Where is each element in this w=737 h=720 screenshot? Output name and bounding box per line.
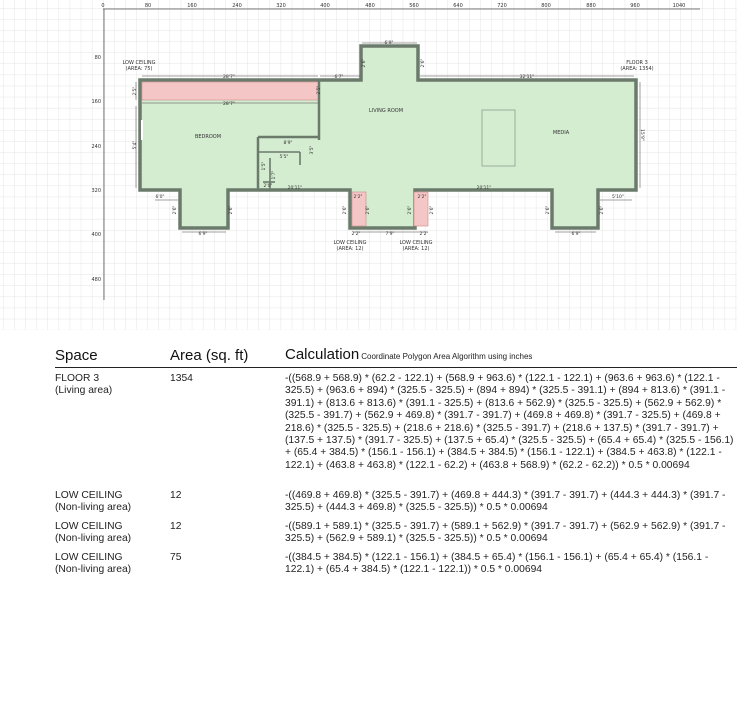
row-calculation: -((384.5 + 384.5) * (122.1 - 156.1) + (384.5 + 65.4) * (156.1 - 156.1) + (65.4 + 65.4) * (156.1 - 122.1) + (65.4 + 384.5) * (122.1 - 122.1)) * 0.5 * 0.00694 [285,552,709,576]
dim-pocket-b-top: 2'2" [417,195,427,200]
dim-pocket-side-a: 2'6" [343,205,348,215]
header-calculation-note: Coordinate Polygon Area Algorithm using inches [361,352,533,361]
dim-pocket-side-d: 2'6" [430,205,435,215]
ruler-x-tick: 880 [586,3,596,9]
ruler-y-tick: 320 [91,188,101,194]
row-area: 75 [170,552,182,563]
row-space [55,373,167,398]
row-area: 12 [170,521,182,532]
dim-top-left-span: 28'7" [223,75,235,80]
ruler-y-tick: 480 [91,277,101,283]
area-label-floor3-title: FLOOR 3 [626,60,648,66]
dim-right-side: 15'9" [639,129,644,141]
ruler-x-tick: 640 [453,3,463,9]
ruler-y-tick: 400 [91,232,101,238]
dim-left-side: 5'4" [133,140,138,150]
ruler-x-tick: 800 [541,3,551,9]
dim-left-height: 2'5" [133,86,138,96]
dim-closet-small: 2'0" [263,184,273,189]
ruler-x-tick: 720 [497,3,507,9]
dim-inner-span: 28'7" [223,102,235,107]
header-space: Space [55,347,98,364]
row-area: 1354 [170,373,193,384]
dim-left-foot-side-b: 2'6" [229,205,234,215]
ruler-x-tick: 240 [232,3,242,9]
row-space-type: (Non-living area) [55,502,132,514]
dim-pocket-b-bottom: 2'2" [419,232,429,237]
dim-left-gap: 6'7" [334,75,344,80]
dim-top-right-span: 32'11" [519,75,535,80]
row-space-type: (Non-living area) [55,564,132,576]
ruler-x-tick: 0 [101,3,105,9]
row-space-name: LOW CEILING [55,552,123,563]
header-calculation-group [285,346,737,364]
dim-closet-h2: 1'5" [262,161,267,171]
row-calculation: -((589.1 + 589.1) * (325.5 - 391.7) + (589.1 + 562.9) * (391.7 - 391.7) + (562.9 + 562.9) * (391.7 - 325.5) + (562.9 + 589.1) * (325.5 - 325.5)) * 0.5 * 0.00694 [285,521,726,545]
dim-living-bump-side-a: 2'6" [362,58,367,68]
ruler-x-tick: 160 [187,3,197,9]
room-label-living: LIVING ROOM [368,108,404,114]
dim-closet-mid: 5'5" [279,155,289,160]
header-calculation: Calculation [285,346,360,363]
dim-pocket-side-b: 2'6" [366,205,371,215]
row-space [55,521,167,546]
area-label-low-ceiling-12a-title: LOW CEILING [333,240,367,246]
ruler-x-tick: 480 [365,3,375,9]
dim-top-bump: 6'9" [384,41,394,46]
ruler-x-tick: 960 [630,3,640,9]
dim-left-foot-top: 6'0" [155,195,165,200]
row-area: 12 [170,490,182,501]
ruler-x-tick: 400 [320,3,330,9]
ruler-y-tick: 160 [91,99,101,105]
row-space-name: FLOOR 3 [55,373,100,384]
area-table [55,345,737,583]
dim-right-foot-bottom: 6'9" [571,232,581,237]
dim-right-foot-side-a: 2'6" [546,205,551,215]
low-ceiling-strip[interactable] [142,82,319,100]
dim-closet-top: 8'9" [283,141,293,146]
row-space-name: LOW CEILING [55,490,123,501]
floor-plan [0,0,737,330]
dim-right-foot-top: 5'10" [612,195,624,200]
dim-left-foot-side-a: 2'6" [173,205,178,215]
dim-closet-h3: 1'7" [272,170,277,180]
dim-pocket-side-c: 2'6" [408,205,413,215]
table-header [55,345,737,368]
ruler-x-tick: 80 [144,3,152,9]
header-area: Area (sq. ft) [170,347,249,364]
row-space [55,552,167,577]
area-label-low-ceiling-12a-area: (AREA: 12) [336,246,364,252]
row-space-type: (Living area) [55,385,113,397]
area-label-floor3-area: (AREA: 1354) [620,66,654,72]
dim-pocket-a-top: 2'2" [353,195,363,200]
dim-living-bump-side-b: 2'6" [421,58,426,68]
dim-closet-h1: 3'5" [310,145,315,155]
area-label-low-ceiling-75-area: (AREA: 75) [125,66,153,72]
row-calculation: -((568.9 + 568.9) * (62.2 - 122.1) + (568.9 + 963.6) * (122.1 - 122.1) + (963.6 + 963.6) * (122.1 - 325.5) + (963.6 + 894) * (325.5 - 325.5) + (894 + 894) * (325.5 - 391.1) + (894 + 813.6) * (391.1 - 391.1) + (813.6 + 813.6) * (391.1 - 325.5) + (813.6 + 562.9) * (325.5 - 325.5) + (562.9 + 562.9) * (325.5 - 391.7) + (562.9 + 469.8) * (391.7 - 391.7) + (469.8 + 469.8) * (391.7 - 325.5) + (469.8 + 218.6) * (325.5 - 325.5) + (218.6 + 218.6) * (325.5 - 391.7) + (218.6 + 137.5) * (391.7 - 391.7) + (137.5 + 137.5) * (391.7 - 325.5) + (137.5 + 65.4) * (325.5 - 325.5) + (65.4 + 65.4) * (325.5 - 156.1) + (65.4 + 384.5) * (156.1 - 156.1) + (384.5 + 384.5) * (156.1 - 122.1) + (384.5 + 463.8) * (122.1 - 122.1) + (463.8 + 463.8) * (122.1 - 62.2) + (463.8 + 568.9) * (62.2 - 62.2)) * 0.5 * 0.00694 [285,373,734,471]
ruler-x-tick: 320 [276,3,286,9]
ruler-x-tick: 560 [409,3,419,9]
dim-bump-side: 2'5" [317,85,322,95]
dim-pocket-gap: 7'9" [385,232,395,237]
table-row [55,521,737,552]
ruler-y-tick: 80 [94,55,101,61]
row-space-name: LOW CEILING [55,521,123,532]
area-label-low-ceiling-12b-area: (AREA: 12) [402,246,430,252]
room-label-media: MEDIA [552,130,570,136]
dim-bottom-right: 20'11" [476,186,492,191]
table-row [55,490,737,521]
dim-bottom-left: 20'11" [287,186,303,191]
table-row [55,373,737,490]
row-space-type: (Non-living area) [55,533,132,545]
dim-right-foot-side-b: 2'6" [600,205,605,215]
dim-pocket-a-bottom: 2'2" [351,232,361,237]
ruler-x-tick: 1040 [672,3,686,9]
ruler-y-tick: 240 [91,144,101,150]
room-label-bedroom: BEDROOM [194,134,222,140]
row-calculation: -((469.8 + 469.8) * (325.5 - 391.7) + (469.8 + 444.3) * (391.7 - 391.7) + (444.3 + 444.3) * (391.7 - 325.5) + (444.3 + 469.8) * (325.5 - 325.5)) * 0.5 * 0.00694 [285,490,726,514]
dim-left-foot-bottom: 6'9" [198,232,208,237]
area-label-low-ceiling-75-title: LOW CEILING [122,60,156,66]
row-space [55,490,167,515]
table-row [55,552,737,583]
area-label-low-ceiling-12b-title: LOW CEILING [399,240,433,246]
